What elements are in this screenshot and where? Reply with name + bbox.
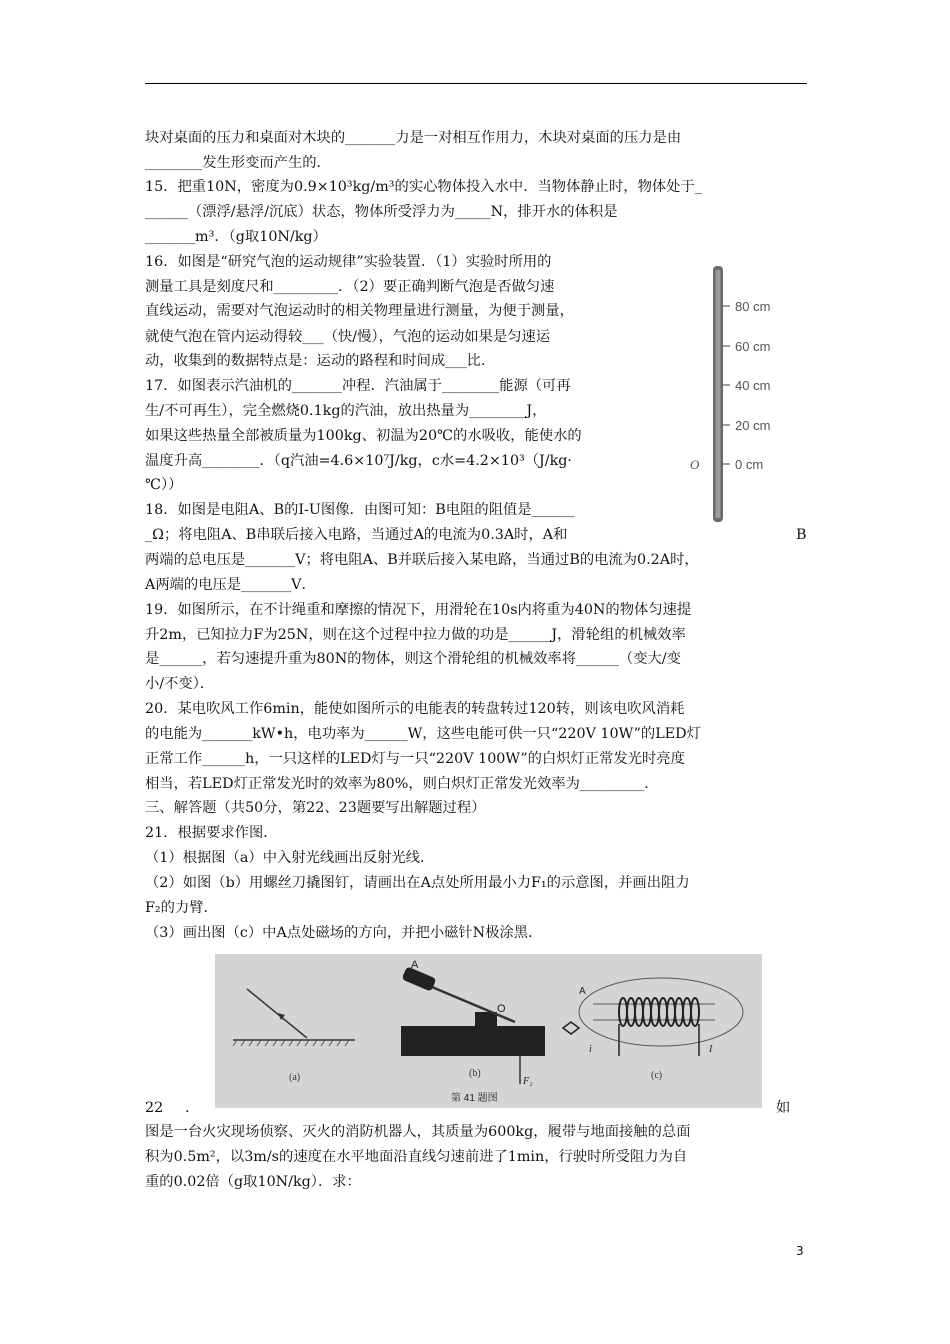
q20-line-4: 相当，若LED灯正常发光时的效率为80%，则白炽灯正常发光效率为_________． (145, 776, 659, 792)
q17-line-2: 生/不可再生），完全燃烧0.1kg的汽油，放出热量为________J， (145, 403, 547, 419)
tube-label-60: 60 cm (735, 339, 771, 354)
q21-line-3: （2）如图（b）用螺丝刀撬图钉，请画出在A点处所用最小力F₁的示意图，并画出阻力 (145, 875, 690, 891)
q18-line-4: A两端的电压是_______V． (145, 577, 316, 593)
q15-line-1: 15．把重10N，密度为0.9×10³kg/m³的实心物体投入水中．当物体静止时，物体处于_ (145, 179, 702, 195)
figure-b-label: (b) (469, 1068, 481, 1079)
bubble-tube-figure (690, 266, 800, 528)
figure-c-label-I: I (709, 1044, 713, 1055)
text-line-1: 块对桌面的压力和桌面对木块的_______力是一对相互作用力，木块对桌面的压力是由 (145, 130, 682, 146)
q17-line-1: 17．如图表示汽油机的_______冲程．汽油属于________能源（可再 (145, 378, 571, 394)
q20-line-1: 20．某电吹风工作6min，能使如图所示的电能表的转盘转过120转，则该电吹风消耗 (145, 701, 685, 717)
q15-line-3: _______m³．（g取10N/kg） (145, 229, 327, 245)
q16-line-4: 就使气泡在管内运动得较___（快/慢），气泡的运动如果是匀速运 (145, 329, 551, 345)
text-line-2: ________发生形变而产生的． (145, 155, 331, 171)
page-number: 3 (796, 1244, 804, 1258)
tube-label-20: 20 cm (735, 418, 771, 433)
figure-b-label-F2: F₂ (523, 1076, 533, 1087)
q22-number: 22 (145, 1100, 164, 1116)
q21-line-4: F₂的力臂． (145, 900, 218, 916)
q18-line-3: 两端的总电压是_______V；将电阻A、B并联后接入某电路，当通过B的电流为0.2A时， (145, 552, 699, 568)
q20-line-3: 正常工作______h，一只这样的LED灯与一只“220V 100W”的白炽灯正常发光时亮度 (145, 751, 685, 767)
section-3-heading: 三、解答题（共50分，第22、23题要写出解题过程） (145, 800, 486, 816)
q16-line-2: 测量工具是刻度尺和_________．（2）要正确判断气泡是否做匀速 (145, 279, 555, 295)
q21-line-5: （3）画出图（c）中A点处磁场的方向，并把小磁针N极涂黑． (145, 925, 543, 941)
q21-line-1: 21．根据要求作图． (145, 825, 278, 841)
tube-label-40: 40 cm (735, 378, 771, 393)
figure-a-label: (a) (289, 1072, 301, 1083)
figure-b (401, 959, 545, 1087)
q22-dot: . (185, 1100, 190, 1116)
tube-label-0: 0 cm (735, 457, 764, 472)
figure-41 (215, 954, 762, 1108)
q19-line-4: 小/不变）． (145, 676, 215, 692)
figure-41-caption: 第 41 题图 (451, 1093, 498, 1104)
figure-c-label: (c) (651, 1070, 663, 1081)
q15-line-2: ______（漂浮/悬浮/沉底）状态，物体所受浮力为_____N，排开水的体积是 (145, 204, 618, 220)
tube-inner (716, 270, 721, 518)
q18-line-1: 18．如图是电阻A、B的I-U图像．由图可知：B电阻的阻值是______ (145, 502, 575, 518)
q16-line-3: 直线运动，需要对气泡运动时的相关物理量进行测量，为便于测量， (145, 303, 574, 319)
header-rule (145, 83, 807, 84)
q18-line-2-tail: B (796, 527, 807, 543)
q22-line-2: 图是一台火灾现场侦察、灭火的消防机器人，其质量为600kg，履带与地面接触的总面 (145, 1124, 691, 1140)
figure-b-label-O: O (497, 1003, 506, 1015)
q17-line-5: ℃）） (145, 477, 183, 493)
tube-origin-label: O (690, 457, 700, 472)
q17-line-4: 温度升高________．（q汽油=4.6×10⁷J/kg，c水=4.2×10³（J/kg· (145, 453, 572, 469)
q20-line-2: 的电能为_______kW•h，电功率为______W，这些电能可供一只“220V 10W”的LED灯 (145, 726, 701, 742)
q18-line-2: _Ω；将电阻A、B串联后接入电路，当通过A的电流为0.3A时，A和 (145, 527, 568, 543)
q22-line-1-tail: 如 (776, 1100, 791, 1116)
q19-line-1: 19．如图所示，在不计绳重和摩擦的情况下，用滑轮在10s内将重为40N的物体匀速提 (145, 602, 692, 618)
q16-line-1: 16．如图是“研究气泡的运动规律”实验装置．（1）实验时所用的 (145, 254, 552, 270)
figure-a (233, 989, 355, 1083)
q19-line-3: 是______，若匀速提升重为80N的物体，则这个滑轮组的机械效率将______（变大/变 (145, 651, 681, 667)
q16-line-5: 动，收集到的数据特点是：运动的路程和时间成___比． (145, 353, 496, 369)
q22-line-4: 重的0.02倍（g取10N/kg）．求： (145, 1174, 361, 1190)
q17-line-3: 如果这些热量全部被质量为100kg、初温为20℃的水吸收，能使水的 (145, 428, 582, 444)
q21-line-2: （1）根据图（a）中入射光线画出反射光线． (145, 850, 435, 866)
figure-c-label-i: i (589, 1044, 592, 1055)
figure-c-label-A: A (579, 986, 586, 997)
tube-label-80: 80 cm (735, 299, 771, 314)
q22-line-3: 积为0.5m²，以3m/s的速度在水平地面沿直线匀速前进了1min，行驶时所受阻力为自 (145, 1149, 688, 1165)
figure-c (563, 978, 743, 1081)
figure-b-label-A: A (411, 959, 419, 971)
q19-line-2: 升2m，已知拉力F为25N，则在这个过程中拉力做的功是______J，滑轮组的机械效率 (145, 627, 686, 643)
